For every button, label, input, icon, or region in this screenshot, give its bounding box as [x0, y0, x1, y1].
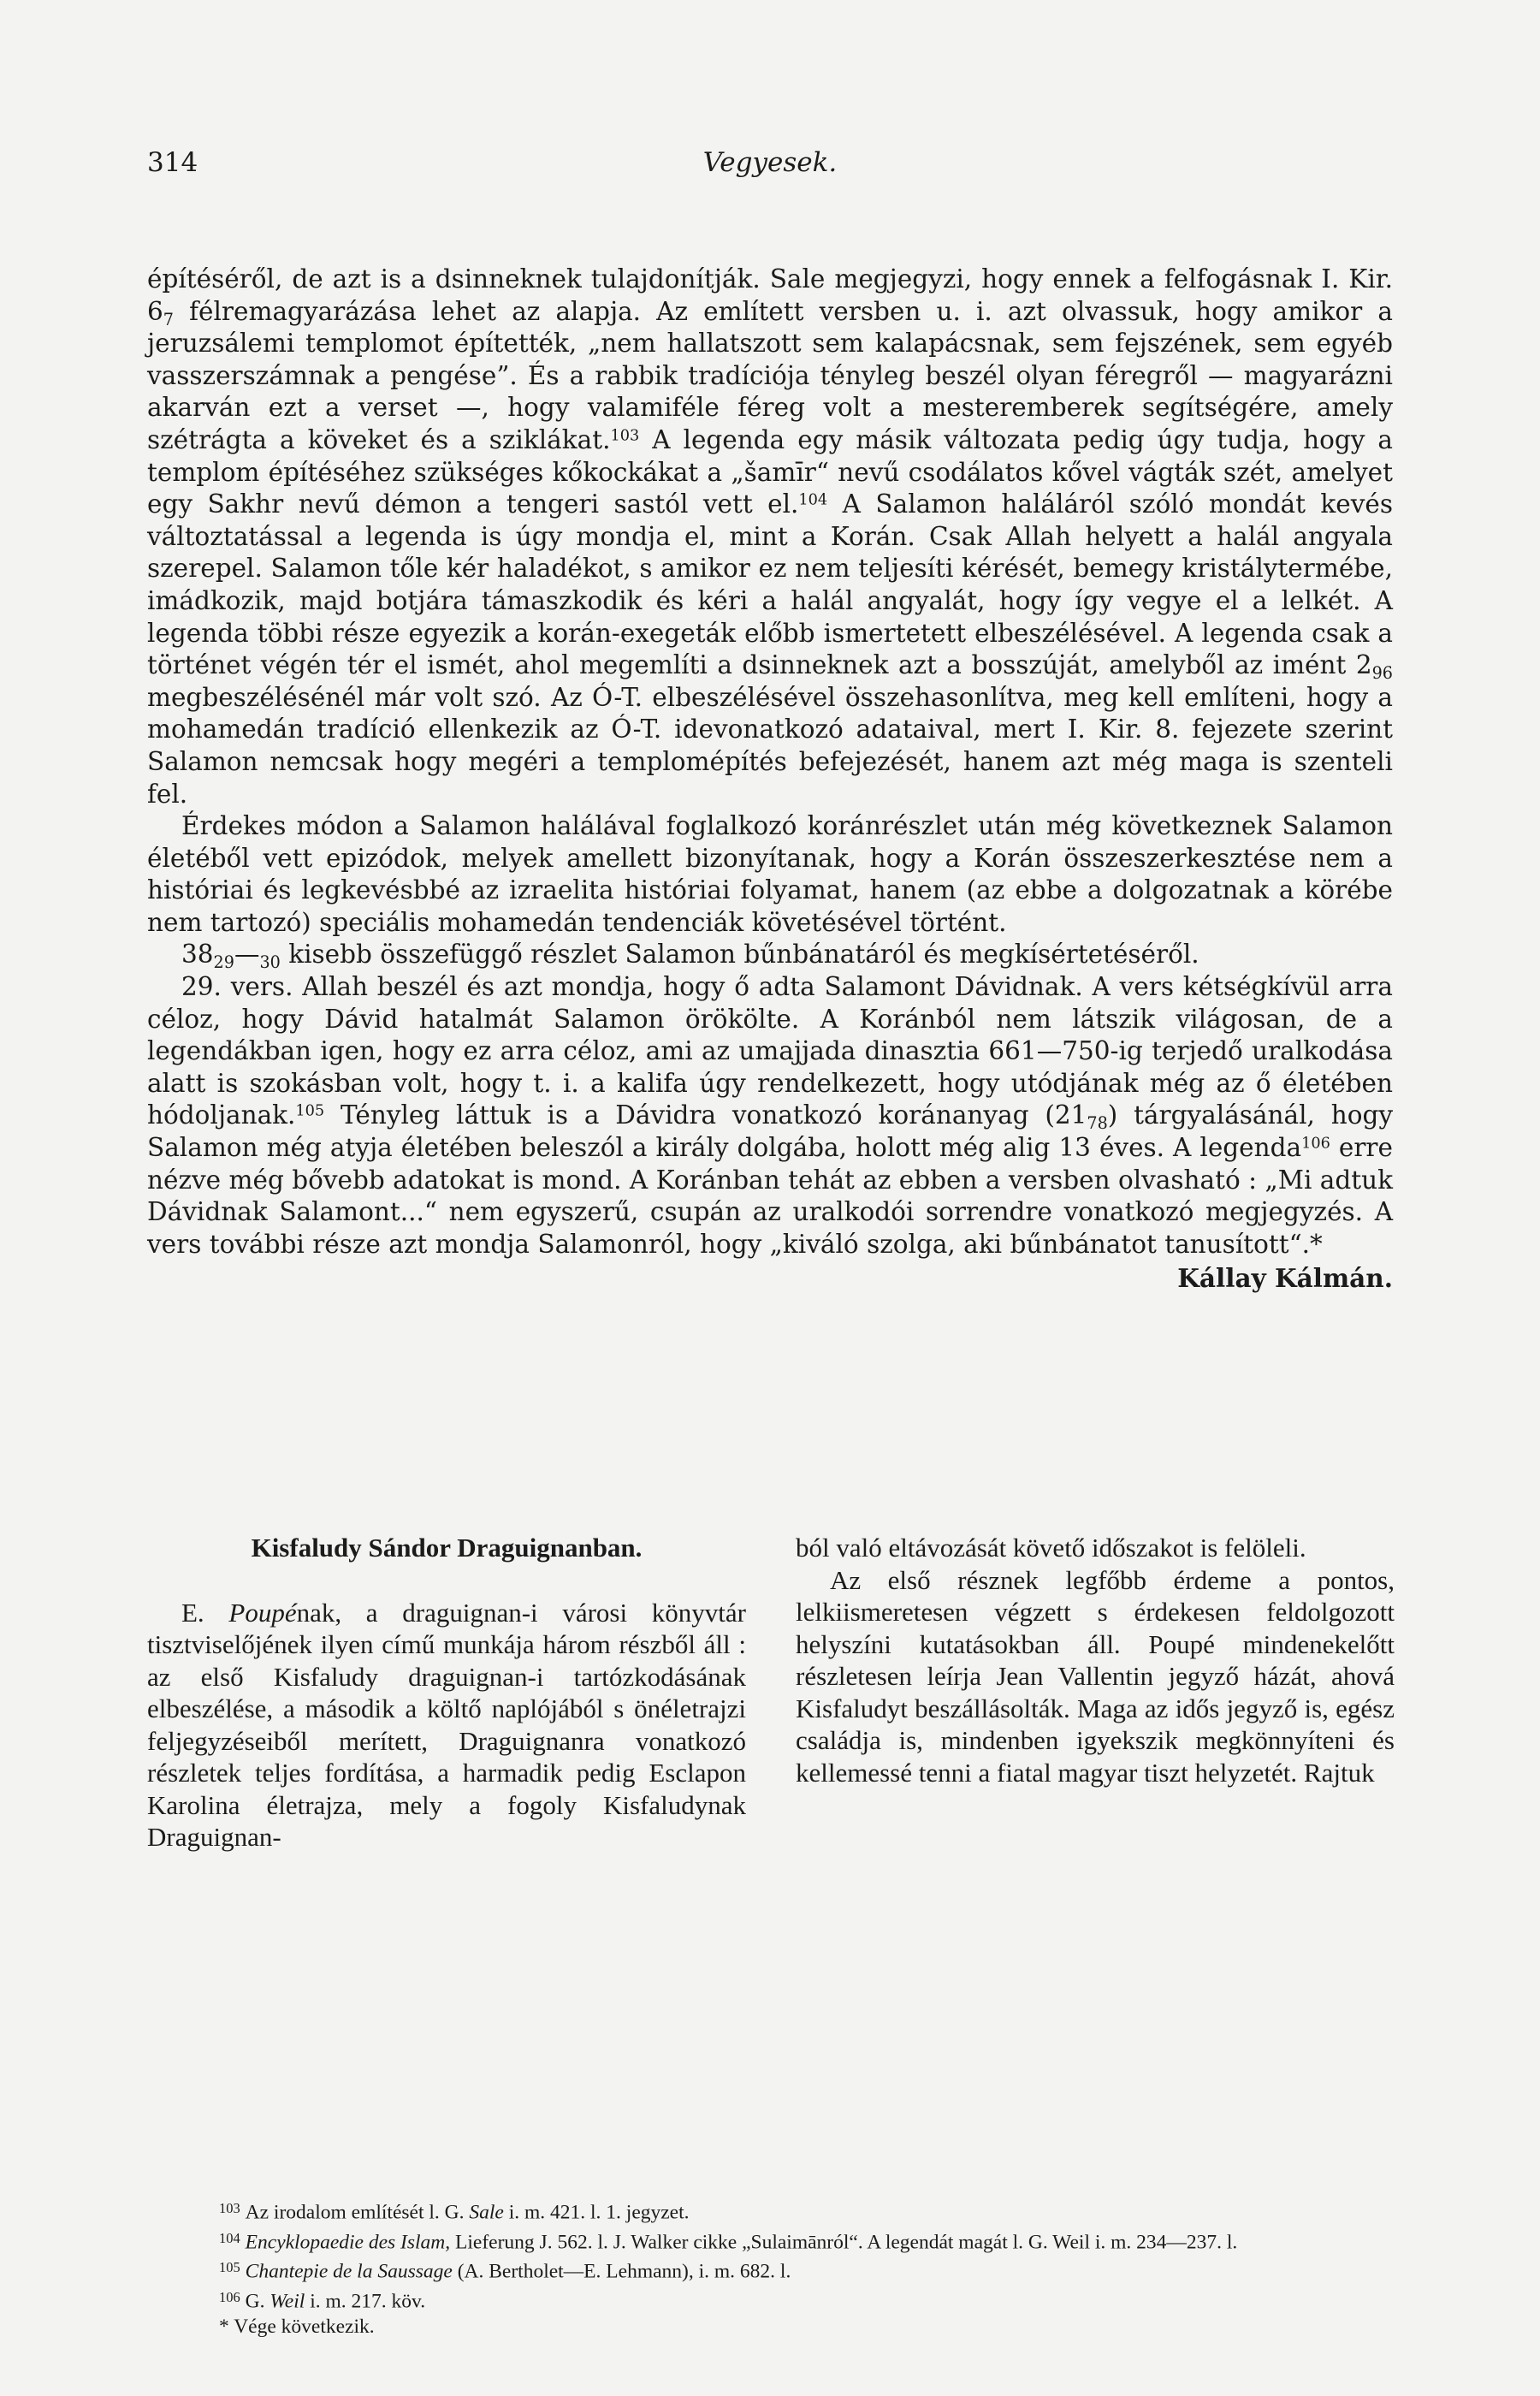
section-heading: Vegyesek.	[702, 147, 838, 178]
footnote: $^{104}$ Encyklopaedie des Islam, Lieferung J. 562. l. J. Walker cikke „Sulaimānról“. A legendát magát l. G. Weil i. m. 234—237. l.	[219, 2229, 1238, 2254]
subscript: 78	[1087, 1113, 1108, 1134]
paragraph: Érdekes módon a Salamon halálával foglalkozó koránrészlet után még következnek Salamon életéből vett epizódok, melyek amellett bizonyítanak, hogy a Korán összeszerkesztése nem a históriai és legkevésbbé az izraelita históriai folyamat, hanem (az ebbe a dolgozatnak a körébe nem tartozó) speciális mohamedán tendenciák követésével történt.	[147, 811, 1393, 937]
paragraph: $38_{29}—_{30}$ kisebb összefüggő részlet Salamon bűnbánatáról és megkísértetéséről.	[181, 940, 1199, 973]
author-signature: Kállay Kálmán.	[1177, 1263, 1393, 1294]
paragraph: 29. vers. Allah beszél és azt mondja, hogy ő adta Salamont Dávidnak. A vers kétségkívül arra céloz, hogy Dávid hatalmát Salamon örökölte. A Koránból nem látszik világosan, de a legendákban igen, hogy ez arra céloz, ami az umajjada dinasztia 661—750-ig terjedő uralkodása alatt is szokásban volt, hogy t. i. a kalifa úgy rendelkezett, hogy utódjának még az ő életében hódoljanak.$^{105}$ Tényleg láttuk is a Dávidra vonatkozó koránanyag $(21_{78})$ tárgyalásánál, hogy Salamon még atyja életében beleszól a király dolgába, holott még alig 13 éves. A legenda$^{106}$ erre nézve még bővebb adatokat is mond. A Koránban tehát az ebben a versben olvasható : „Mi adtuk Dávidnak Salamont...“ nem egyszerű, csupán az uralkodói sorrendre vonatkozó megjegyzés. A vers további része azt mondja Salamonról, hogy „kiváló szolga, aki bűnbánatot tanusított“.*	[147, 972, 1394, 1259]
paragraph: E. Poupénak, a draguignan-i városi könyvtár tisztviselőjének ilyen című munkája három részből áll : az első Kisfaludy draguignan-i tartózkodásának elbeszélése, a második a költő naplójából s önéletrajzi feljegyzéseiből merített, Draguignanra vonatkozó részletek teljes fordítása, a harmadik pedig Esclapon Karolina életrajza, mely a fogoly Kisfaludynak Draguignan-	[147, 1597, 746, 1852]
subscript: 29	[213, 952, 234, 973]
page-number: 314	[147, 147, 198, 178]
review-right-column	[796, 1532, 1395, 1788]
author-name: Poupé	[228, 1597, 297, 1628]
paragraph: Az első résznek legfőbb érdeme a pontos, lelkiismeretesen végzett s érdekesen feldolgozott helyszíni kutatásokban áll. Poupé mindenekelőtt részletesen leírja Jean Vallentin jegyző házát, ahová Kisfaludyt beszállásolták. Maga az idős jegyző is, egész családja is, mindenben igyekszik megkönnyíteni és kellemessé tenni a fiatal magyar tiszt helyzetét. Rajtuk	[796, 1564, 1395, 1788]
paragraph: építéséről, de azt is a dsinneknek tulajdonítják. Sale megjegyzi, hogy ennek a felfogásnak I. Kir. $6_7$ félremagyarázása lehet az alapja. Az említett versben u. i. azt olvassuk, hogy amikor a jeruzsálemi templomot építették, „nem hallatszott sem kalapácsnak, sem fejszének, sem egyéb vasszerszámnak a pengése”. És a rabbik tradíciója tényleg beszél olyan féregről — magyarázni akarván ezt a verset —, hogy valamiféle féreg volt a mesteremberek segítségére, amely szétrágta a köveket és a sziklákat.$^{103}$ A legenda egy másik változata pedig úgy tudja, hogy a templom építéséhez szükséges kőkockákat a „šamīr“ nevű csodálatos kővel vágták szét, amelyet egy Sakhr nevű démon a tengeri sastól vett el.$^{104}$ A Salamon haláláról szóló mondát kevés változtatással a legenda is úgy mondja el, mint a Korán. Csak Allah helyett a halál angyala szerepel. Salamon tőle kér haladékot, s amikor ez nem teljesíti kérését, bemegy kristálytermébe, imádkozik, majd botjára támaszkodik és kéri a halál angyalát, hogy így vegye el a lelkét. A legenda többi része egyezik a korán-exegeták előbb ismertetett elbeszélésével. A legenda csak a történet végén tér el ismét, ahol megemlíti a dsinneknek azt a bosszúját, amelyből az imént $2_{96}$ megbeszélésénél már volt szó. Az Ó-T. elbeszélésével összehasonlítva, meg kell említeni, hogy a mohamedán tradíció ellenkezik az Ó-T. idevonatkozó adataival, mert I. Kir. 8. fejezete szerint Salamon nemcsak hogy megéri a templomépítés befejezését, hanem azt még maga is szenteli fel.	[147, 264, 1393, 809]
subscript: 96	[1371, 662, 1393, 683]
paragraph: ból való eltávozását követő időszakot is felöleli.	[796, 1533, 1306, 1563]
footnote-ref: 103	[610, 427, 640, 445]
footnote-ref: 105	[295, 1102, 325, 1120]
subscript: 30	[259, 952, 281, 973]
subscript: 7	[163, 309, 174, 329]
footnote: $^{105}$ Chantepie de la Saussage (A. Bertholet—E. Lehmann), i. m. 682. l.	[219, 2259, 791, 2283]
review-left-column	[147, 1532, 746, 1853]
footnote-ref: 104	[798, 491, 828, 509]
footnote-ref: 106	[1301, 1135, 1330, 1153]
footnotes	[147, 2196, 1393, 2340]
main-article-body	[147, 264, 1393, 1295]
continuation-note: * Vége következik.	[219, 2316, 375, 2339]
footnote: $^{106}$ G. Weil i. m. 217. köv.	[219, 2288, 426, 2313]
review-title: Kisfaludy Sándor Draguignanban.	[251, 1533, 643, 1563]
footnote: $^{103}$ Az irodalom említését l. G. Sale i. m. 421. l. 1. jegyzet.	[219, 2200, 690, 2224]
running-head	[147, 147, 1393, 185]
